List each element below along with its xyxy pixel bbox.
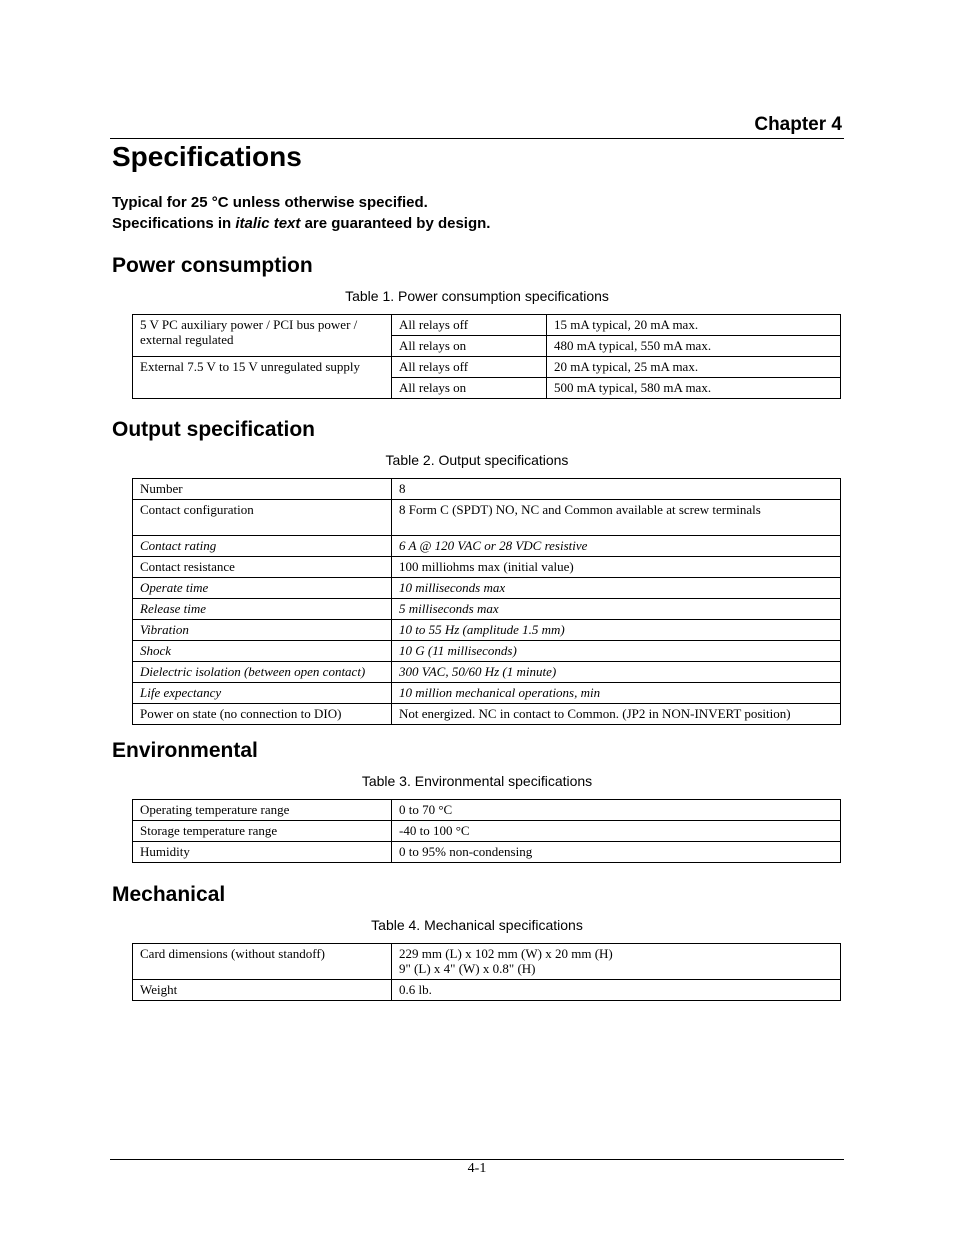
output-label-cell: Contact configuration [133,500,392,536]
output-table-caption: Table 2. Output specifications [385,452,569,468]
output-label-cell: Power on state (no connection to DIO) [133,704,392,725]
output-label-cell: Contact rating [133,536,392,557]
power-value-cell: 20 mA typical, 25 mA max. [547,357,841,378]
table-row [133,620,841,641]
power-condition-cell: All relays on [392,336,547,357]
table-row [133,578,841,599]
mechanical-heading: Mechanical [112,883,226,906]
output-label-cell: Dielectric isolation (between open contact) [133,662,392,683]
output-label-cell: Shock [133,641,392,662]
intro-line-1: Typical for 25 °C unless otherwise specified. [112,194,428,211]
table-row [133,641,841,662]
output-label-cell: Contact resistance [133,557,392,578]
mechanical-table [132,943,841,1001]
card-dimensions-imperial: 9" (L) x 4" (W) x 0.8" (H) [399,961,536,976]
output-value-cell: 300 VAC, 50/60 Hz (1 minute) [392,662,841,683]
mechanical-value-cell [392,944,841,980]
output-label-cell: Vibration [133,620,392,641]
table-row [133,800,841,821]
table-row [133,357,841,378]
power-condition-cell: All relays off [392,357,547,378]
table-row [133,821,841,842]
table-row [133,944,841,980]
power-source-cell: 5 V PC auxiliary power / PCI bus power / external regulated [133,315,392,357]
output-value-cell: 8 Form C (SPDT) NO, NC and Common available at screw terminals [392,500,841,536]
output-label-cell: Operate time [133,578,392,599]
table-row [133,500,841,536]
environmental-label-cell: Operating temperature range [133,800,392,821]
output-label-cell: Life expectancy [133,683,392,704]
table-row [133,842,841,863]
power-condition-cell: All relays off [392,315,547,336]
output-value-cell: 5 milliseconds max [392,599,841,620]
table-row [133,980,841,1001]
table-row [133,479,841,500]
mechanical-label-cell: Card dimensions (without standoff) [133,944,392,980]
chapter-rule [110,138,844,139]
environmental-value-cell: 0 to 70 °C [392,800,841,821]
environmental-table [132,799,841,863]
intro-line-2-italic: italic text [235,215,301,232]
intro-line-2 [112,213,490,234]
card-dimensions-metric: 229 mm (L) x 102 mm (W) x 20 mm (H) [399,946,613,961]
table-row [133,315,841,336]
output-label-cell: Number [133,479,392,500]
power-value-cell: 480 mA typical, 550 mA max. [547,336,841,357]
output-value-cell: 10 milliseconds max [392,578,841,599]
environmental-value-cell: -40 to 100 °C [392,821,841,842]
output-value-cell: Not energized. NC in contact to Common. (JP2 in NON-INVERT position) [392,704,841,725]
table-row [133,599,841,620]
output-table [132,478,841,725]
output-value-cell: 10 to 55 Hz (amplitude 1.5 mm) [392,620,841,641]
output-value-cell: 10 G (11 milliseconds) [392,641,841,662]
table-row [133,662,841,683]
mechanical-table-caption: Table 4. Mechanical specifications [371,917,583,933]
output-value-cell: 10 million mechanical operations, min [392,683,841,704]
chapter-label: Chapter 4 [754,114,842,135]
intro-text [112,192,490,234]
output-value-cell: 8 [392,479,841,500]
power-table [132,314,841,399]
intro-line-2-prefix: Specifications in [112,215,236,232]
output-value-cell: 100 milliohms max (initial value) [392,557,841,578]
output-value-cell: 6 A @ 120 VAC or 28 VDC resistive [392,536,841,557]
output-label-cell: Release time [133,599,392,620]
environmental-value-cell: 0 to 95% non-condensing [392,842,841,863]
page-title: Specifications [112,141,302,172]
power-value-cell: 15 mA typical, 20 mA max. [547,315,841,336]
mechanical-label-cell: Weight [133,980,392,1001]
power-condition-cell: All relays on [392,378,547,399]
footer-rule [110,1159,844,1160]
environmental-heading: Environmental [112,739,258,762]
power-heading: Power consumption [112,254,313,277]
environmental-table-caption: Table 3. Environmental specifications [361,773,593,789]
page-number: 4-1 [467,1161,487,1176]
table-row [133,536,841,557]
table-row [133,704,841,725]
power-source-cell: External 7.5 V to 15 V unregulated supply [133,357,392,399]
output-heading: Output specification [112,418,316,441]
power-value-cell: 500 mA typical, 580 mA max. [547,378,841,399]
table-row [133,557,841,578]
environmental-label-cell: Storage temperature range [133,821,392,842]
power-table-caption: Table 1. Power consumption specifications [345,288,609,304]
mechanical-value-cell: 0.6 lb. [392,980,841,1001]
environmental-label-cell: Humidity [133,842,392,863]
table-row [133,683,841,704]
intro-line-2-suffix: are guaranteed by design. [300,215,491,232]
